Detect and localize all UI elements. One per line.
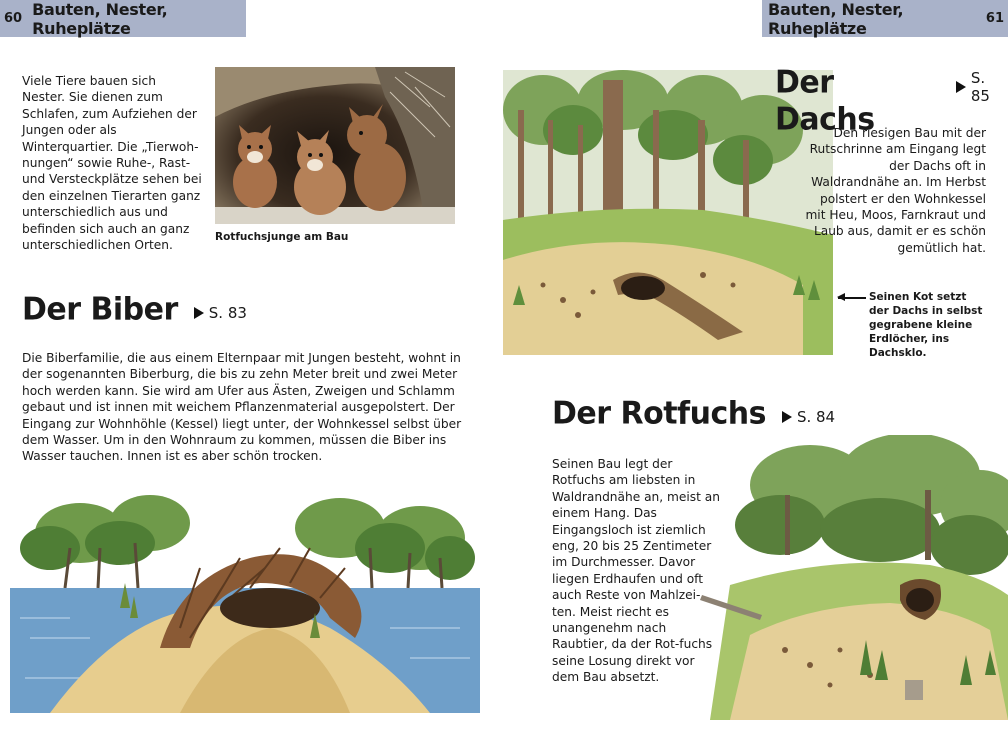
rotfuchs-text: Seinen Bau legt der Rotfuchs am liebsten in Waldrandnähe an, meist an einem Hang. Das Eingangsloch ist ziemlich eng, 20 bis 25 Zentimeter im Durchmesser. Davor liegen Erdhaufen und oft auch Reste von Mahlzei-ten. Meist riecht es unangenehm nach Raubtier, da der Rot-fuchs seine Losung direkt vor dem Bau absetzt. [552,457,720,685]
left-page-title: Bauten, Nester, Ruheplätze [32,0,168,38]
fox-cubs-image [215,67,455,224]
biber-page-ref [194,304,247,322]
biber-heading [22,292,247,327]
beaver-lodge-illustration [10,488,480,713]
annotation-arrow-icon [838,297,866,299]
biber-page-ref-text: S. 83 [208,304,247,322]
dachs-annotation: Seinen Kot setzt der Dachs in selbst gegrabene kleine Erdlöcher, ins Dachsklo. [869,291,983,359]
dachs-heading-text: Der Dachs [775,64,875,138]
biber-heading-text: Der Biber [22,291,178,328]
rotfuchs-page-ref-text: S. 84 [796,408,836,426]
play-triangle-icon [782,411,792,423]
dachs-page-ref [956,69,1008,105]
rotfuchs-heading [552,396,835,431]
biber-text: Die Biberfamilie, die aus einem Elternpaar mit Jungen besteht, wohnt in der sogenannten Biberburg, die bis zu zehn Meter breit und zwei Meter hoch werden kann. Sie wird am Ufer aus Ästen, Zweigen und Schlamm gebaut und ist innen mit weichem Pflanzenmaterial ausgepolstert. Der Eingang zur Wohnhöhle (Kessel) liegt unter, der Wohnkessel selbst über dem Wasser. Um in den Wohnraum zu kommen, müssen die Biber ins Wasser tauchen. Innen ist es aber schön trocken. [22,351,462,464]
intro-text: Viele Tiere bauen sich Nester. Sie dienen zum Schlafen, zum Aufziehen der Jungen oder als Winterquartier. Die „Tierwoh-nungen“ sowie Ruhe-, Rast- und Versteckplätze sehen bei den einzelnen Tierarten ganz unterschiedlich aus und befinden sich auch an ganz unterschiedlichen Orten. [22,74,202,253]
right-page-number: 61 [985,11,1004,26]
rotfuchs-heading-text: Der Rotfuchs [552,395,766,432]
rotfuchs-page-ref [782,408,835,426]
photo-caption: Rotfuchsjunge am Bau [215,231,349,243]
dachs-page-ref-text: S. 85 [970,69,990,105]
fox-den-image [690,435,1008,720]
play-triangle-icon [956,81,966,93]
beaver-lodge-image [10,488,480,713]
fox-cubs-photo [215,67,455,224]
dachs-text: Den riesigen Bau mit der Rutschrinne am Eingang legt der Dachs oft in Waldrandnähe an. Im Herbst polstert er den Wohnkessel mit Heu, Moos, Farnkraut und Laub aus, damit er es schön gemütlich hat. [805,126,986,255]
fox-den-illustration [690,435,1008,720]
right-page-header [762,0,1008,37]
play-triangle-icon [194,307,204,319]
left-page-header [0,0,246,37]
right-page-title: Bauten, Nester, Ruheplätze [768,0,904,38]
left-page-number: 60 [4,11,23,26]
